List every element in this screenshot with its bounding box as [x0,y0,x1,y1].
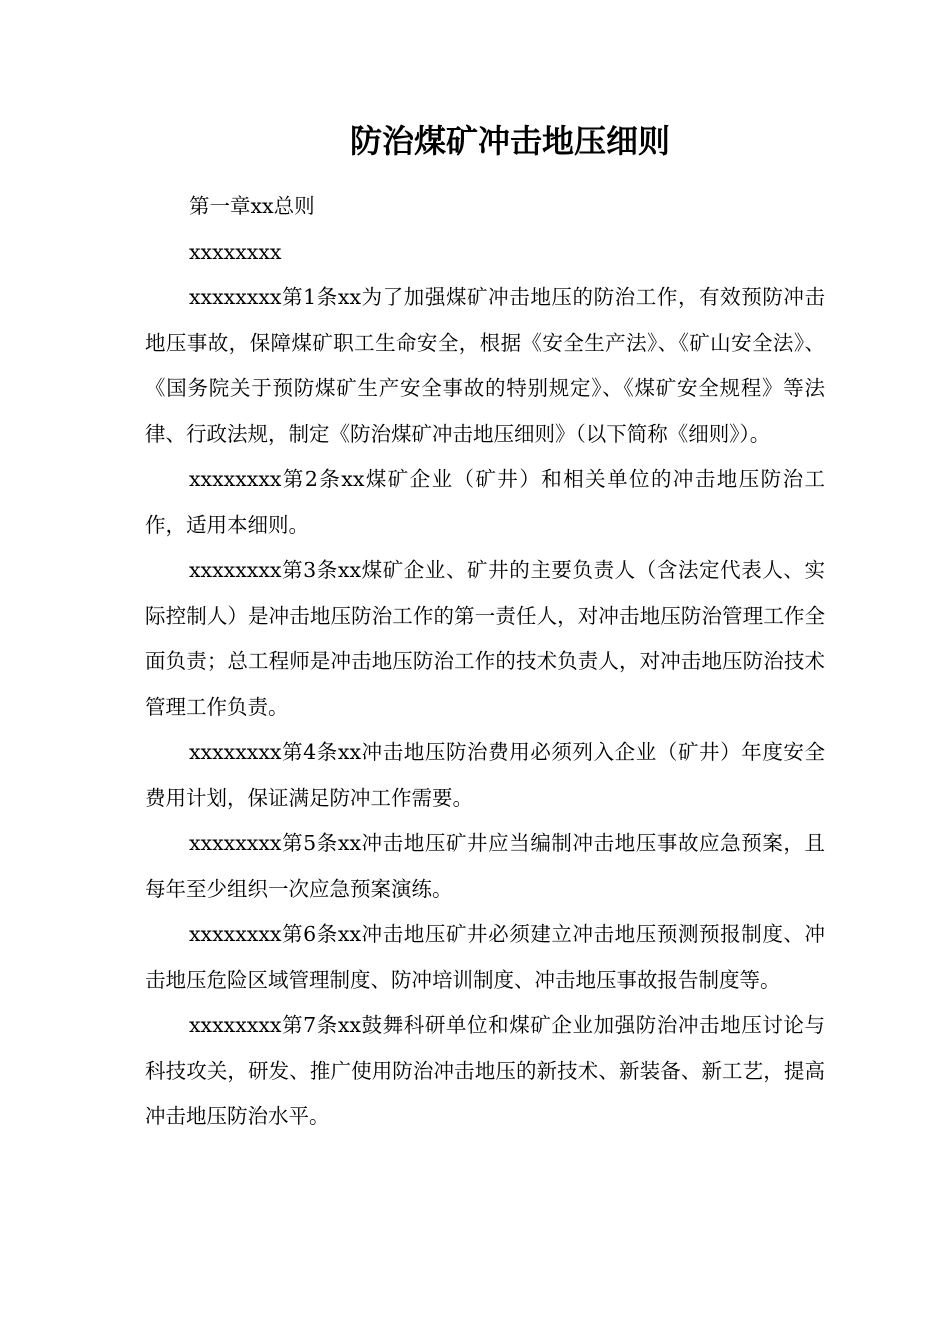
article-3: xxxxxxxx第3条xx煤矿企业、矿井的主要负责人（含法定代表人、实际控制人）是冲击地压防治工作的第一责任人，对冲击地压防治管理工作全面负责；总工程师是冲击地压防治工作的技术负责人，对冲击地压防治技术管理工作负责。 [145,558,825,719]
document-title: 防治煤矿冲击地压细则 [349,122,670,160]
article-5: xxxxxxxx第5条xx冲击地压矿井应当编制冲击地压事故应急预案，且每年至少组织一次应急预案演练。 [145,831,825,901]
section-placeholder: xxxxxxxx [189,239,282,264]
article-1: xxxxxxxx第1条xx为了加强煤矿冲击地压的防治工作，有效预防冲击地压事故，保障煤矿职工生命安全，根据《安全生产法》、《矿山安全法》、《国务院关于预防煤矿生产安全事故的特别规定》、《煤矿安全规程》等法律、行政法规，制定《防治煤矿冲击地压细则》（以下简称《细则》）。 [145,285,825,446]
article-4: xxxxxxxx第4条xx冲击地压防治费用必须列入企业（矿井）年度安全费用计划，保证满足防冲工作需要。 [145,740,825,810]
document-body [145,184,825,1140]
article-7: xxxxxxxx第7条xx鼓舞科研单位和煤矿企业加强防治冲击地压讨论与科技攻关，研发、推广使用防治冲击地压的新技术、新装备、新工艺，提高冲击地压防治水平。 [145,1013,825,1128]
article-6: xxxxxxxx第6条xx冲击地压矿井必须建立冲击地压预测预报制度、冲击地压危险区域管理制度、防冲培训制度、冲击地压事故报告制度等。 [145,922,825,992]
chapter-heading: 第一章xx总则 [189,194,315,218]
article-2: xxxxxxxx第2条xx煤矿企业（矿井）和相关单位的冲击地压防治工作，适用本细则。 [145,467,825,537]
